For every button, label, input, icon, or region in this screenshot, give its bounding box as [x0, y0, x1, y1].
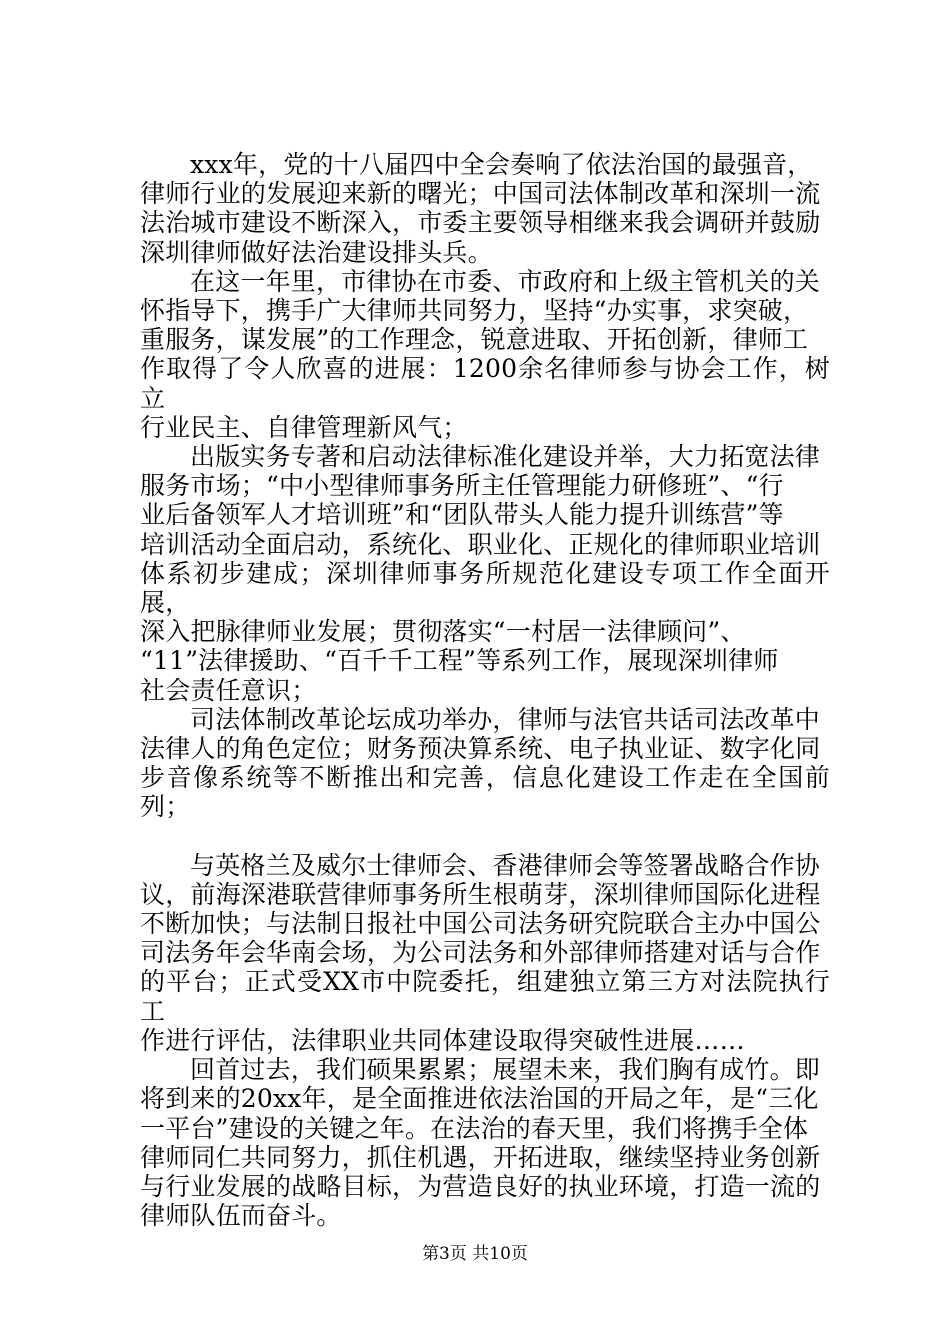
paragraph-training-services: 出版实务专著和启动法律标准化建设并举，大力拓宽法律 服务市场；“中小型律师事务所主任管理能力研修班”、“行 业后备领军人才培训班”和“团队带头人能力提升训练营”等 培训活动全面启动，系统化、职业化、正规化的律师职业培训 体系初步建成；深圳律师事务所规范化建设专项工作全面开展， 深入把脉律师业发展；贯彻落实“一村居一法律顾问”、 “11”法律援助、“百千千工程”等系列工作，展现深圳律师 社会责任意识；	[140, 442, 830, 705]
paragraph-year-overview: 在这一年里，市律协在市委、市政府和上级主管机关的关 怀指导下，携手广大律师共同努力，坚持“办实事，求突破， 重服务，谋发展”的工作理念，锐意进取、开拓创新，律师工 作取得了令人欣喜的进展：1200余名律师参与协会工作，树立 行业民主、自律管理新风气；	[140, 266, 830, 442]
paragraph-international-cooperation: 与英格兰及威尔士律师会、香港律师会等签署战略合作协 议，前海深港联营律师事务所生根萌芽，深圳律师国际化进程 不断加快；与法制日报社中国公司法务研究院联合主办中国公 司法务年会华南会场，为公司法务和外部律师搭建对话与合作 的平台；正式受XX市中院委托，组建独立第三方对法院执行工 作进行评估，法律职业共同体建设取得突破性进展……	[140, 850, 830, 1055]
paragraph-review-intro: xxx年，党的十八届四中全会奏响了依法治国的最强音， 律师行业的发展迎来新的曙光；中国司法体制改革和深圳一流 法治城市建设不断深入，市委主要领导相继来我会调研并鼓励 深圳律师做好法治建设排头兵。	[140, 150, 821, 267]
document-body	[140, 150, 830, 1230]
paragraph-judicial-reform: 司法体制改革论坛成功举办，律师与法官共话司法改革中 法律人的角色定位；财务预决算系统、电子执业证、数字化同 步音像系统等不断推出和完善，信息化建设工作走在全国前列；	[140, 704, 830, 822]
page-number-footer: 第3页 共10页	[422, 1244, 528, 1264]
paragraph-outlook: 回首过去，我们硕果累累；展望未来，我们胸有成竹。即 将到来的20xx年，是全面推进依法治国的开局之年，是“三化 一平台”建设的关键之年。在法治的春天里，我们将携手全体 律师同仁共同努力，抓住机遇，开拓进取，继续坚持业务创新 与行业发展的战略目标，为营造良好的执业环境，打造一流的 律师队伍而奋斗。	[140, 1055, 821, 1231]
